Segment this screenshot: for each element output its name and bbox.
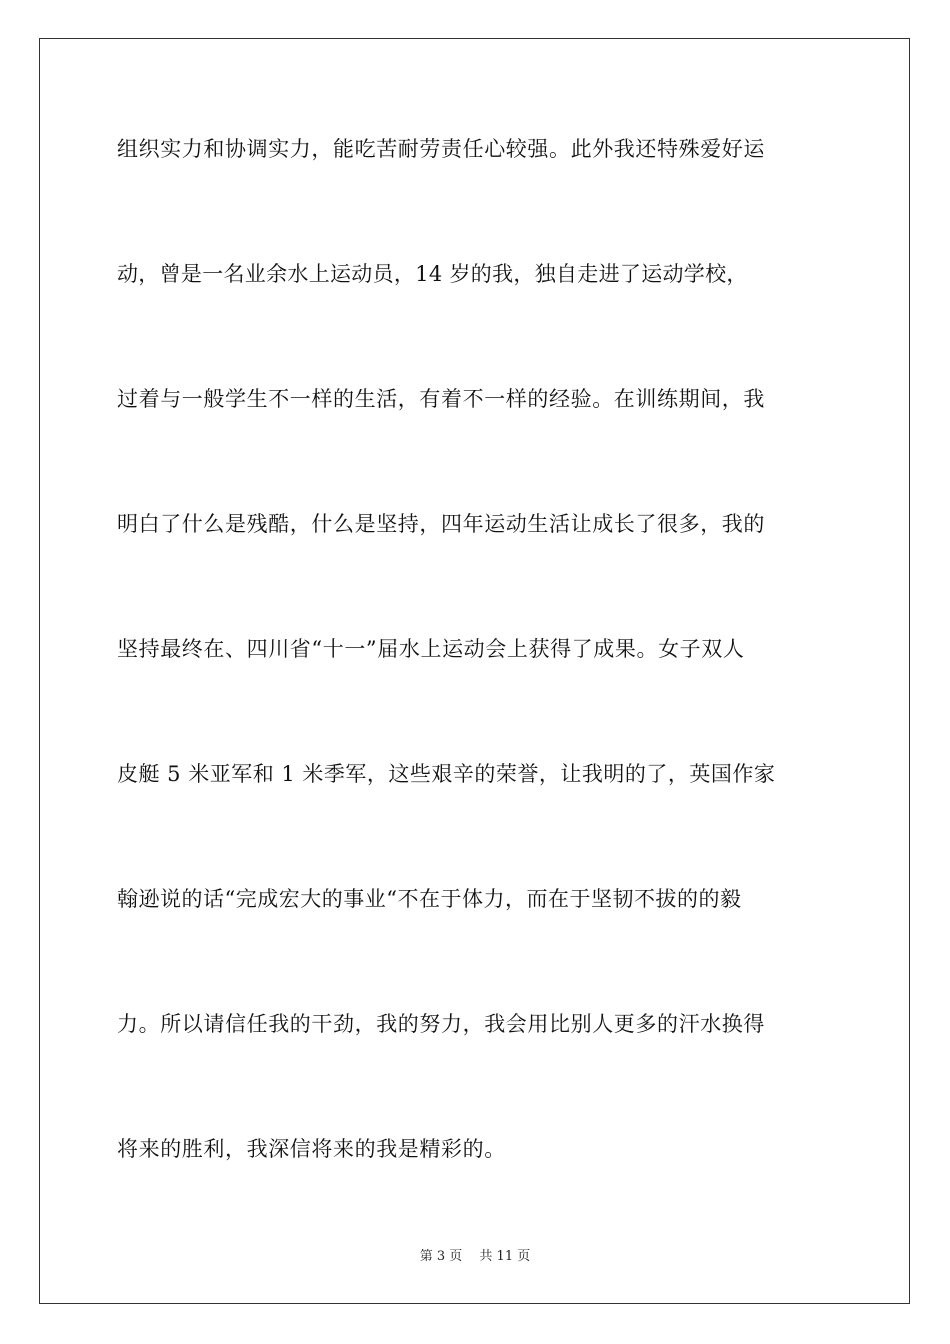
page-border: [39, 38, 910, 1304]
page-number-footer: 第 3 页 共 11 页: [419, 1249, 531, 1264]
paragraph-line: 明白了什么是残酷，什么是坚持，四年运动生活让成长了很多，我的: [117, 512, 765, 536]
paragraph-line: 组织实力和协调实力，能吃苦耐劳责任心较强。此外我还特殊爱好运: [117, 137, 765, 161]
paragraph-line: 将来的胜利，我深信将来的我是精彩的。: [117, 1137, 506, 1161]
paragraph-line: 动，曾是一名业余水上运动员，14 岁的我，独自走进了运动学校，: [117, 262, 748, 286]
paragraph-line: 过着与一般学生不一样的生活，有着不一样的经验。在训练期间，我: [117, 387, 765, 411]
paragraph-line: 翰逊说的话“完成宏大的事业“不在于体力，而在于坚韧不拔的的毅: [117, 887, 742, 911]
paragraph-line: 坚持最终在、四川省“十一”届水上运动会上获得了成果。女子双人: [117, 637, 745, 661]
paragraph-line: 力。所以请信任我的干劲，我的努力，我会用比别人更多的汗水换得: [117, 1012, 765, 1036]
paragraph-line: 皮艇 5 米亚军和 1 米季军，这些艰辛的荣誉，让我明的了，英国作家: [117, 762, 776, 786]
